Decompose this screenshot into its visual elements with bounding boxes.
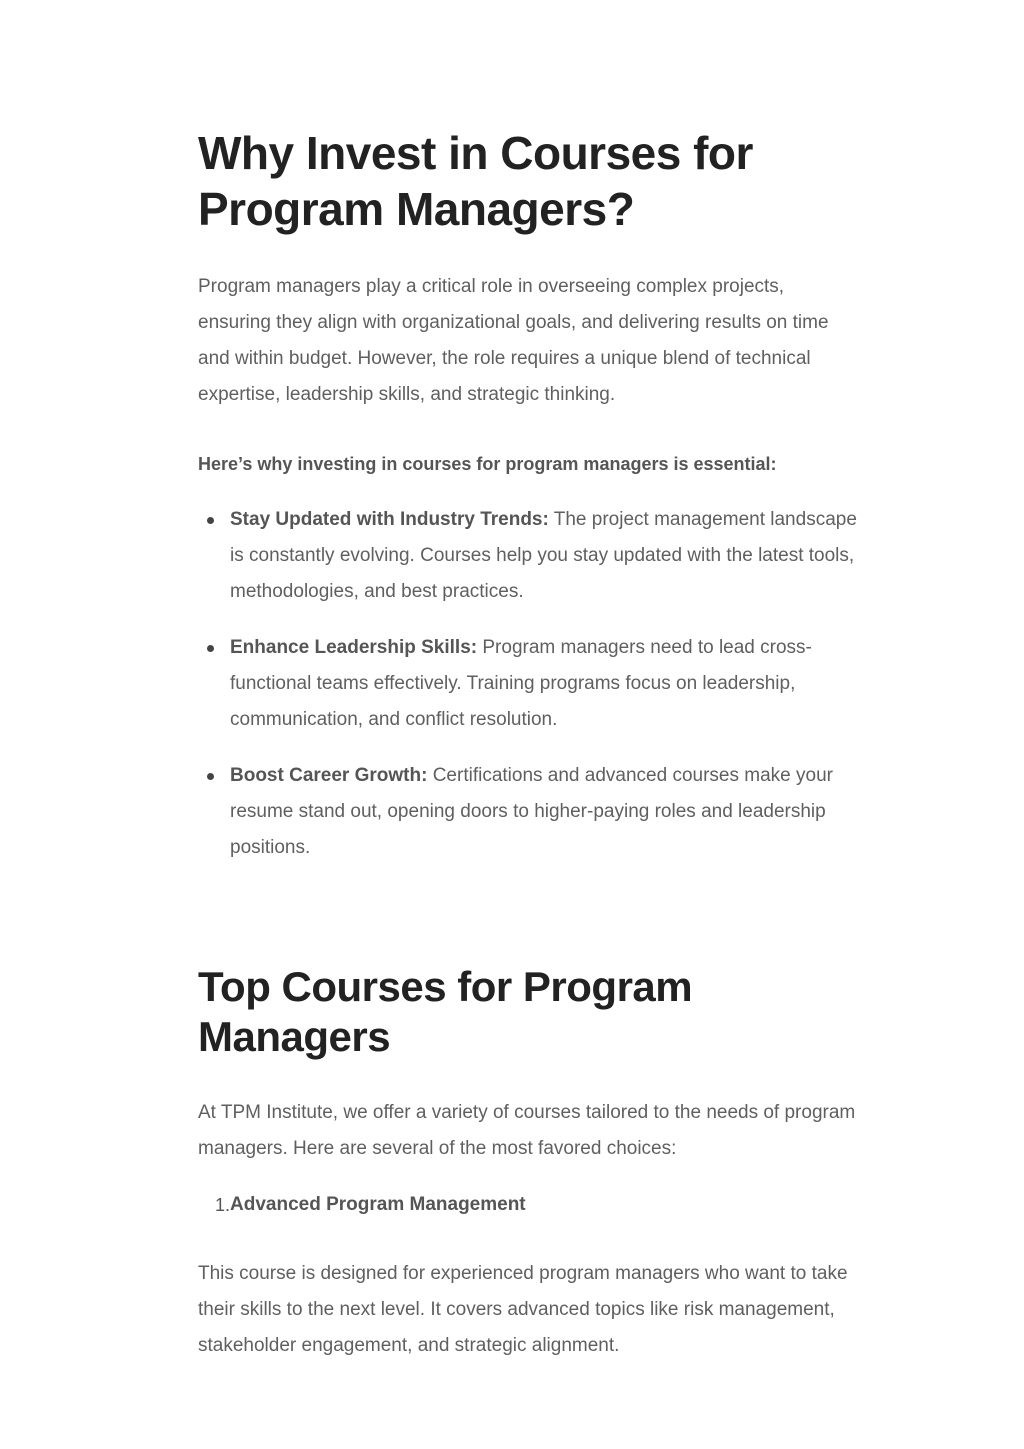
list-item-text: Certifications and advanced courses make your resume stand out, opening doors to higher-paying roles and leadership positions.	[230, 765, 833, 858]
course-description: This course is designed for experienced program managers who want to take their skills to the next level. It covers advanced topics like risk management, stakeholder engagement, and strategic alignment.	[198, 1263, 848, 1356]
list-item	[198, 630, 858, 738]
list-item	[198, 1187, 858, 1223]
list-item	[198, 758, 858, 866]
section-heading-top-courses: Top Courses for Program Managers	[198, 963, 693, 1060]
bullet-icon	[207, 773, 214, 780]
benefits-list	[198, 502, 858, 886]
list-item	[198, 502, 858, 610]
section-intro-paragraph: Program managers play a critical role in overseeing complex projects, ensuring they align with organizational goals, and delivering results on time and within budget. However, the role requires a unique blend of technical expertise, leadership skills, and strategic thinking.	[198, 276, 829, 405]
bullet-icon	[207, 517, 214, 524]
list-item-term: Enhance Leadership Skills:	[230, 637, 478, 658]
list-item-term: Stay Updated with Industry Trends:	[230, 509, 549, 530]
list-item-term: Boost Career Growth:	[230, 765, 428, 786]
list-item-number: 1.	[215, 1195, 231, 1215]
bullet-list-lead: Here’s why investing in courses for program managers is essential:	[198, 454, 777, 474]
bullet-icon	[207, 645, 214, 652]
list-item-text: Program managers need to lead cross-functional teams effectively. Training programs focus on leadership, communication, and conflict resolution.	[230, 637, 812, 730]
courses-intro-paragraph: At TPM Institute, we offer a variety of courses tailored to the needs of program managers. Here are several of the most favored choices:	[198, 1102, 856, 1159]
course-name: Advanced Program Management	[230, 1194, 526, 1215]
courses-list	[198, 1187, 858, 1223]
section-heading-why-invest: Why Invest in Courses for Program Managers?	[198, 127, 753, 235]
list-item-text: The project management landscape is constantly evolving. Courses help you stay updated with the latest tools, methodologies, and best practices.	[230, 509, 857, 602]
